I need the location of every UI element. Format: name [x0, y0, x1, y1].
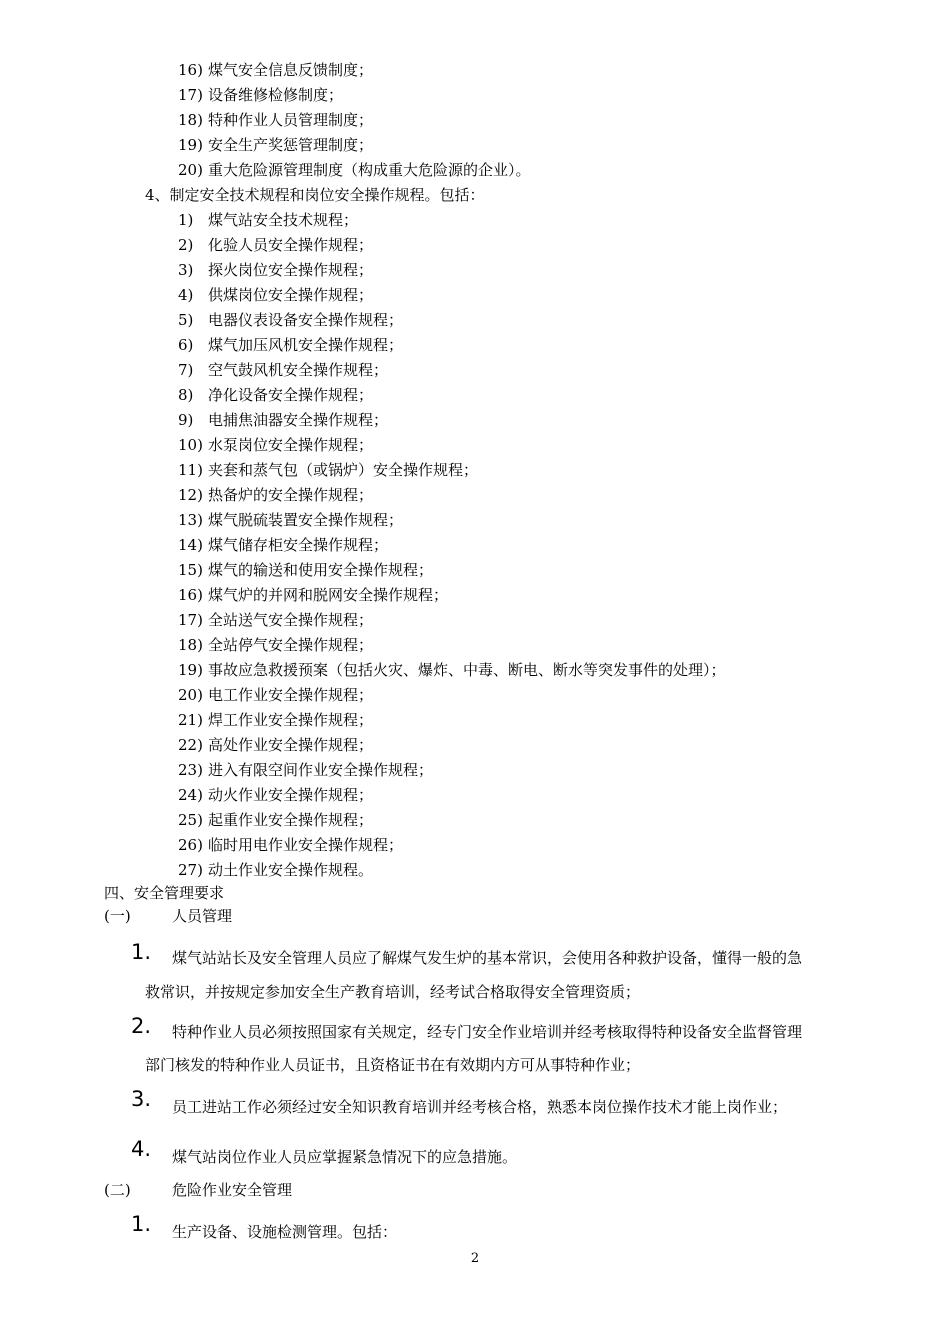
list-item	[178, 510, 403, 530]
item-number: 20)	[178, 686, 203, 704]
list-item	[178, 735, 373, 755]
list-item	[178, 135, 373, 155]
list-item	[178, 810, 373, 830]
item-text: 动火作业安全操作规程；	[208, 786, 374, 804]
item-text: 临时用电作业安全操作规程；	[208, 836, 404, 854]
item-text: 电工作业安全操作规程；	[208, 686, 374, 704]
list-item	[178, 585, 448, 605]
list-item	[178, 835, 403, 855]
list-item	[178, 760, 433, 780]
item-number: 1)	[178, 211, 194, 229]
list-item	[178, 485, 373, 505]
item-number: 19)	[178, 661, 203, 679]
item-text: 供煤岗位安全操作规程；	[208, 286, 374, 304]
list-item	[178, 260, 373, 280]
subsection-tag: (一)	[104, 907, 131, 925]
item-text: 全站送气安全操作规程；	[208, 611, 374, 629]
item-number: 14)	[178, 536, 203, 554]
item-text: 煤气脱硫装置安全操作规程；	[208, 511, 404, 529]
paragraph-number: 2.	[131, 1014, 152, 1038]
subsection-title: 危险作业安全管理	[172, 1181, 293, 1199]
item-number: 3)	[178, 261, 194, 279]
item-number: 17)	[178, 611, 203, 629]
item-text: 净化设备安全操作规程；	[208, 386, 374, 404]
item-number: 27)	[178, 861, 203, 879]
item-number: 17)	[178, 86, 203, 104]
list-item	[178, 235, 373, 255]
subsection-heading	[104, 906, 232, 926]
item-text: 高处作业安全操作规程；	[208, 736, 374, 754]
item-text: 重大危险源管理制度（构成重大危险源的企业）。	[208, 161, 531, 179]
list-item	[178, 610, 373, 630]
item-text: 事故应急救援预案（包括火灾、爆炸、中毒、断电、断水等突发事件的处理）；	[208, 661, 726, 679]
item-text: 煤气炉的并网和脱网安全操作规程；	[208, 586, 449, 604]
item-text: 热备炉的安全操作规程；	[208, 486, 374, 504]
paragraph-line: 特种作业人员必须按照国家有关规定，经专门安全作业培训并经考核取得特种设备安全监督管理	[172, 1023, 803, 1041]
subsection-title: 人员管理	[172, 907, 233, 925]
list-item	[178, 460, 478, 480]
item-text: 电器仪表设备安全操作规程；	[208, 311, 404, 329]
list-item	[178, 285, 373, 305]
list-item	[178, 335, 403, 355]
list-item	[178, 685, 373, 705]
paragraph-line: 员工进站工作必须经过安全知识教育培训并经考核合格，熟悉本岗位操作技术才能上岗作业；	[172, 1098, 788, 1116]
item-text: 空气鼓风机安全操作规程；	[208, 361, 389, 379]
list-item	[178, 310, 403, 330]
paragraph-number: 4.	[131, 1137, 152, 1161]
item-text: 煤气加压风机安全操作规程；	[208, 336, 404, 354]
list-item	[178, 660, 726, 680]
item-text: 安全生产奖惩管理制度；	[208, 136, 374, 154]
item-number: 18)	[178, 636, 203, 654]
item-number: 23)	[178, 761, 203, 779]
item-number: 16)	[178, 61, 203, 79]
item-text: 电捕焦油器安全操作规程；	[208, 411, 389, 429]
item-number: 7)	[178, 361, 194, 379]
item-number: 12)	[178, 486, 203, 504]
item-text: 特种作业人员管理制度；	[208, 111, 374, 129]
item-text: 设备维修检修制度；	[208, 86, 344, 104]
item-number: 22)	[178, 736, 203, 754]
item-text: 煤气的输送和使用安全操作规程；	[208, 561, 434, 579]
item-number: 18)	[178, 111, 203, 129]
subsection-heading	[104, 1180, 292, 1200]
list-item	[178, 85, 343, 105]
item-text: 探火岗位安全操作规程；	[208, 261, 374, 279]
paragraph-line: 部门核发的特种作业人员证书，且资格证书在有效期内方可从事特种作业；	[145, 1056, 641, 1074]
section-heading: 四、安全管理要求	[104, 884, 225, 902]
item-text: 动土作业安全操作规程。	[208, 861, 374, 879]
list-item	[178, 560, 433, 580]
item-text: 进入有限空间作业安全操作规程；	[208, 761, 434, 779]
list-item	[178, 410, 388, 430]
subsection-tag: (二)	[104, 1181, 131, 1199]
list-item	[178, 385, 373, 405]
item-number: 16)	[178, 586, 203, 604]
list-item	[178, 860, 373, 880]
list-item	[178, 160, 531, 180]
paragraph-line: 煤气站岗位作业人员应掌握紧急情况下的应急措施。	[172, 1148, 518, 1166]
item4-heading: 4、制定安全技术规程和岗位安全操作规程。包括：	[145, 186, 485, 204]
item-number: 15)	[178, 561, 203, 579]
list-item	[178, 435, 373, 455]
item-number: 19)	[178, 136, 203, 154]
paragraph-number: 1.	[131, 1212, 152, 1236]
item-text: 煤气站安全技术规程；	[208, 211, 359, 229]
item-number: 25)	[178, 811, 203, 829]
page-number: 2	[470, 1251, 480, 1266]
list-item	[178, 635, 373, 655]
item-number: 6)	[178, 336, 194, 354]
item-number: 24)	[178, 786, 203, 804]
item-number: 21)	[178, 711, 203, 729]
item-number: 10)	[178, 436, 203, 454]
item-number: 2)	[178, 236, 194, 254]
list-item	[178, 785, 373, 805]
list-item	[178, 210, 358, 230]
item-text: 全站停气安全操作规程；	[208, 636, 374, 654]
item-number: 5)	[178, 311, 194, 329]
item-number: 20)	[178, 161, 203, 179]
paragraph-number: 1.	[131, 940, 152, 964]
item-text: 起重作业安全操作规程；	[208, 811, 374, 829]
list-item	[178, 360, 388, 380]
paragraph-line: 生产设备、设施检测管理。包括：	[172, 1223, 398, 1241]
item-number: 8)	[178, 386, 194, 404]
item-number: 26)	[178, 836, 203, 854]
list-item	[178, 535, 388, 555]
paragraph-line: 救常识，并按规定参加安全生产教育培训，经考试合格取得安全管理资质；	[145, 983, 641, 1001]
item-number: 13)	[178, 511, 203, 529]
item-text: 化验人员安全操作规程；	[208, 236, 374, 254]
item-text: 焊工作业安全操作规程；	[208, 711, 374, 729]
paragraph-number: 3.	[131, 1087, 152, 1111]
list-item	[178, 110, 373, 130]
item-text: 煤气储存柜安全操作规程；	[208, 536, 389, 554]
list-item	[178, 60, 373, 80]
list-item	[178, 710, 373, 730]
item-text: 水泵岗位安全操作规程；	[208, 436, 374, 454]
item-text: 夹套和蒸气包（或锅炉）安全操作规程；	[208, 461, 479, 479]
item-number: 4)	[178, 286, 194, 304]
item-text: 煤气安全信息反馈制度；	[208, 61, 374, 79]
item-number: 9)	[178, 411, 194, 429]
paragraph-line: 煤气站站长及安全管理人员应了解煤气发生炉的基本常识，会使用各种救护设备，懂得一般的急	[172, 949, 803, 967]
item-number: 11)	[178, 461, 203, 479]
